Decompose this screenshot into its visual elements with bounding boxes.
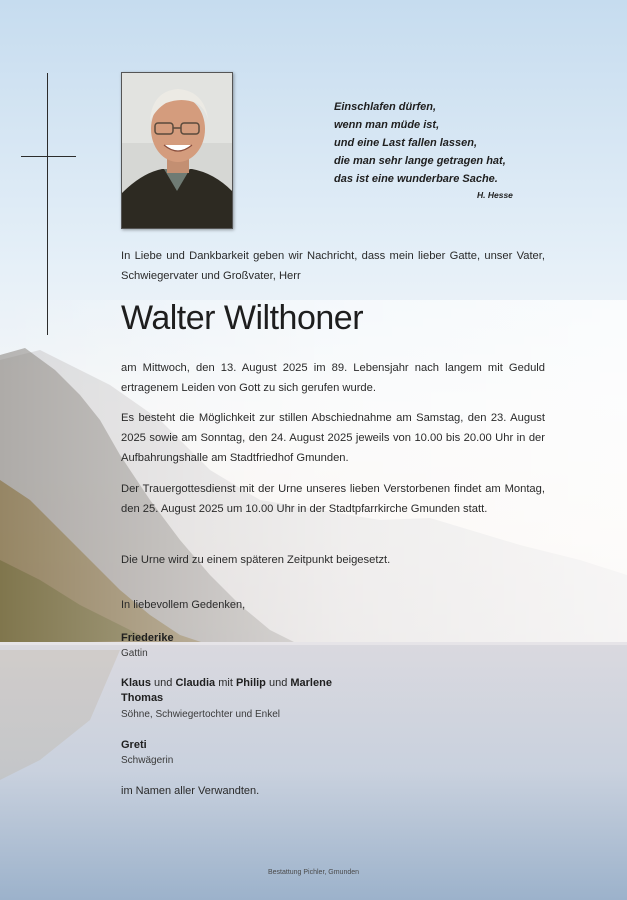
mourner-name: Claudia	[175, 677, 216, 689]
cross-vertical-bar	[47, 73, 48, 335]
conjunction: und	[150, 677, 176, 689]
funeral-home-footer: Bestattung Pichler, Gmunden	[267, 869, 360, 876]
mourner-name: Greti	[121, 739, 147, 751]
deceased-name: Walter Wilthoner	[121, 299, 364, 337]
portrait-photo	[121, 72, 233, 229]
quote-line: die man sehr lange getragen hat,	[334, 155, 506, 167]
mourner-relation: Schwägerin	[121, 755, 174, 766]
quote-line: und eine Last fallen lassen,	[334, 137, 478, 149]
intro-text: In Liebe und Dankbarkeit geben wir Nachricht, dass mein lieber Gatte, unser Vater, Schwiegervater und Großvater, Herr	[121, 250, 545, 282]
mourner-relation: Gattin	[121, 648, 148, 659]
mourner-name: Marlene	[290, 677, 332, 689]
quote-line: das ist eine wunderbare Sache.	[334, 173, 498, 185]
viewing-paragraph: Es besteht die Möglichkeit zur stillen Abschiednahme am Samstag, den 23. August 2025 sowie am Sonntag, den 24. August 2025 jeweils von 10.00 bis 20.00 Uhr in der Aufbahrungshalle am Stadtfriedhof Gmunden.	[121, 412, 545, 464]
mourners-closing: im Namen aller Verwandten.	[121, 785, 260, 797]
mourner-relation: Söhne, Schwiegertochter und Enkel	[121, 709, 280, 720]
conjunction: mit	[215, 677, 236, 689]
death-notice-paragraph: am Mittwoch, den 13. August 2025 im 89. Lebensjahr nach langem mit Geduld ertragenem Leiden von Gott zu sich gerufen wurde.	[121, 362, 545, 394]
mourner-name: Philip	[235, 677, 266, 689]
quote-author: H. Hesse	[477, 190, 513, 200]
cross-horizontal-bar	[21, 156, 76, 157]
conjunction: und	[265, 677, 291, 689]
quote-line: wenn man müde ist,	[334, 119, 440, 131]
hesse-quote	[334, 98, 574, 188]
mourner-name: Friederike	[121, 632, 174, 644]
mourner-name: Klaus	[121, 677, 151, 689]
quote-line: Einschlafen dürfen,	[334, 101, 437, 113]
family-names-line	[121, 676, 332, 691]
service-paragraph: Der Trauergottesdienst mit der Urne unseres lieben Verstorbenen findet am Montag, den 25. August 2025 um 10.00 Uhr in der Stadtpfarrkirche Gmunden statt.	[121, 483, 545, 515]
mourner-name: Thomas	[121, 692, 164, 704]
mourners-opening: In liebevollem Gedenken,	[121, 599, 246, 611]
urn-paragraph: Die Urne wird zu einem späteren Zeitpunkt beigesetzt.	[121, 554, 391, 566]
